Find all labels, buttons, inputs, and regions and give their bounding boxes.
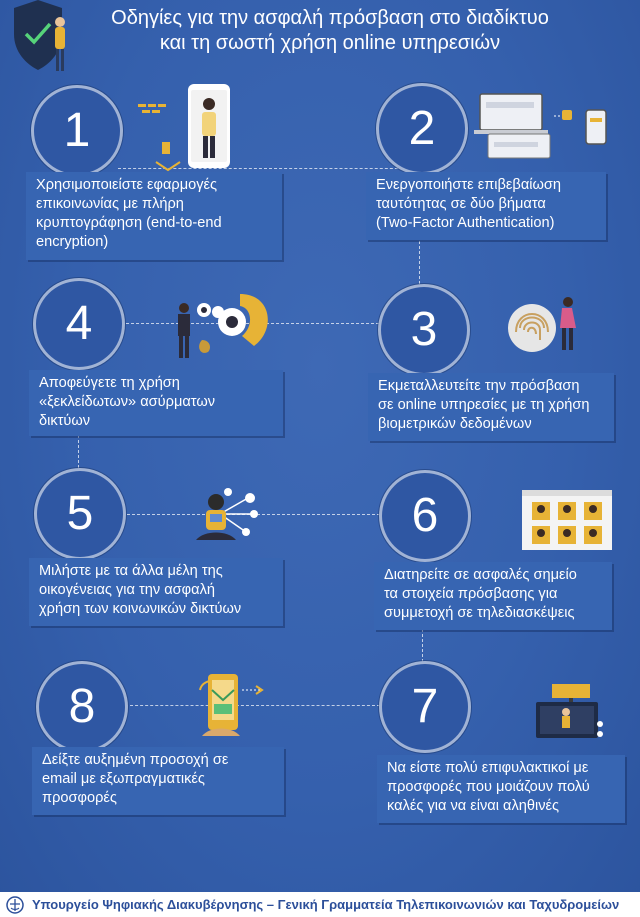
tip-1-line-4: encryption) [36,234,109,250]
tip-card-7 [377,755,625,823]
tip-card-6 [374,562,612,630]
tip-2-line-1: Ενεργοποιήστε επιβεβαίωση [376,177,562,193]
tip-7-line-3: καλές για να είναι αληθινές [387,798,560,814]
tip-7-line-2: προσφορές που μοιάζουν πολύ [387,779,590,795]
tip-4-line-2: «ξεκλείδωτων» ασύρματων [39,394,216,410]
step-number-8: 8 [36,661,128,753]
tip-2-line-3: (Two-Factor Authentication) [376,215,555,231]
page-title [70,6,590,56]
tip-2-line-2: ταυτότητας σε δύο βήματα [376,196,546,212]
tip-5-line-1: Μιλήστε με τα άλλα μέλη της [39,563,223,579]
step-number-7: 7 [379,661,471,753]
title-line-1: Οδηγίες για την ασφαλή πρόσβαση στο διαδίκτυο [111,7,549,29]
step-number-4: 4 [33,278,125,370]
tip-card-1 [26,172,282,260]
tip-7-line-1: Να είστε πολύ επιφυλακτικοί με [387,760,589,776]
tip-4-line-3: δικτύων [39,413,91,429]
step-number-2: 2 [376,83,468,175]
connector-2-3 [419,236,420,284]
tip-card-8 [32,747,284,815]
tip-1-line-1: Χρησιμοποιείστε εφαρμογές [36,177,218,193]
tip-3-line-3: βιομετρικών δεδομένων [378,416,532,432]
tip-8-line-1: Δείξτε αυξημένη προσοχή σε [42,752,229,768]
video-conference-illustration [522,490,612,550]
tip-8-line-2: email με εξωπραγματικές [42,771,205,787]
tip-card-2 [366,172,606,240]
tip-6-line-1: Διατηρείτε σε ασφαλές σημείο [384,567,577,583]
footer-bar [0,892,640,917]
step-number-1: 1 [31,85,123,177]
fingerprint-illustration [506,292,592,356]
shield-check-icon [6,0,76,80]
tip-4-line-1: Αποφεύγετε τη χρήση [39,375,180,391]
wifi-illustration [172,290,278,362]
title-line-2: και τη σωστή χρήση online υπηρεσιών [159,32,501,54]
phone-chat-illustration [136,82,246,172]
tip-card-5 [29,558,283,626]
government-emblem-icon [6,896,24,914]
tip-5-line-2: οικογένειας για την ασφαλή [39,582,215,598]
footer-text: Υπουργείο Ψηφιακής Διακυβέρνησης – Γενική Γραμματεία Τηλεπικοινωνιών και Ταχυδρομείων [32,897,620,912]
tip-5-line-3: χρήση των κοινωνικών δικτύων [39,601,242,617]
tip-3-line-2: σε online υπηρεσίες με τη χρήση [378,397,590,413]
tip-6-line-2: τα στοιχεία πρόσβασης για [384,586,558,602]
tip-1-line-2: επικοινωνίας με πλήρη [36,196,184,212]
tip-card-4 [29,370,283,436]
step-number-6: 6 [379,470,471,562]
step-number-5: 5 [34,468,126,560]
email-phone-illustration [196,670,266,744]
laptop-lock-illustration [474,88,614,160]
tip-6-line-3: συμμετοχή σε τηλεδιασκέψεις [384,605,575,621]
step-number-3: 3 [378,284,470,376]
family-network-illustration [190,484,264,548]
tip-3-line-1: Εκμεταλλευτείτε την πρόσβαση [378,378,580,394]
tip-card-3 [368,373,614,441]
tip-8-line-3: προσφορές [42,790,117,806]
scam-offer-illustration [536,684,606,744]
tip-1-line-3: κρυπτογράφηση (end-to-end [36,215,222,231]
